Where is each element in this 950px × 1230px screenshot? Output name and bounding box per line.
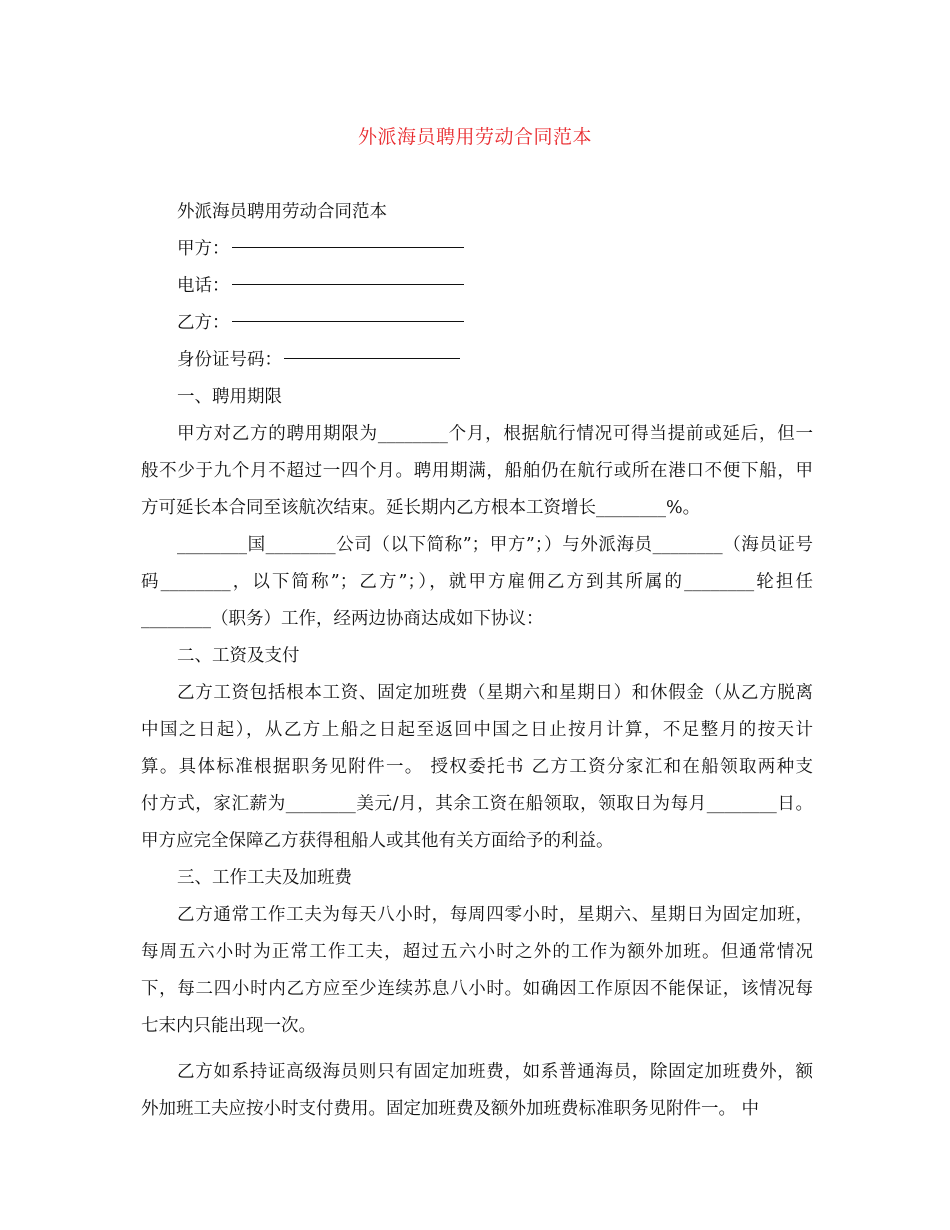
paragraph-line: 外加班工夫应按小时支付费用。固定加班费及额外加班费标准职务见附件一。 中 xyxy=(141,1099,760,1119)
party-b-label: 乙方： xyxy=(177,313,230,333)
paragraph-line: 每周五六小时为正常工作工夫，超过五六小时之外的工作为额外加班。但通常情况 xyxy=(141,942,813,962)
paragraph-line: 七末内只能出现一次。 xyxy=(141,1016,316,1036)
party-a-blank xyxy=(232,246,464,248)
id-number-field xyxy=(141,342,813,379)
paragraph-line: 乙方如系持证高级海员则只有固定加班费，如系普通海员，除固定加班费外，额 xyxy=(177,1062,813,1082)
party-b-blank xyxy=(232,320,464,322)
paragraph-line: 甲方应完全保障乙方获得租船人或其他有关方面给予的利益。 xyxy=(141,831,614,851)
section3-paragraph-2 xyxy=(141,1054,813,1128)
section2-paragraph-1 xyxy=(141,675,813,860)
paragraph-line: 付方式，家汇薪为________美元/月，其余工资在船领取，领取日为每月________日。 xyxy=(141,794,813,814)
section-heading-2: 二、工资及支付 xyxy=(177,646,300,666)
paragraph-line: 中国之日起），从乙方上船之日起至返回中国之日止按月计算，不足整月的按天计 xyxy=(141,720,813,740)
section1-paragraph-1 xyxy=(141,416,813,527)
paragraph-line: 乙方通常工作工夫为每天八小时，每周四零小时，星期六、星期日为固定加班， xyxy=(177,905,813,925)
page-title: 外派海员聘用劳动合同范本 xyxy=(357,126,592,148)
paragraph-line: 般不少于九个月不超过一四个月。聘用期满，船舶仍在航行或所在港口不便下船，甲 xyxy=(141,461,813,481)
paragraph-line: 乙方工资包括根本工资、固定加班费（星期六和星期日）和休假金（从乙方脱离 xyxy=(177,683,813,703)
section-heading-3: 三、工作工夫及加班费 xyxy=(177,868,352,888)
document-subtitle: 外派海员聘用劳动合同范本 xyxy=(177,202,387,222)
document-body xyxy=(141,194,813,1128)
section-heading-1: 一、聘用期限 xyxy=(177,387,282,407)
section3-paragraph-1 xyxy=(141,897,813,1045)
paragraph-line: 方可延长本合同至该航次结束。延长期内乙方根本工资增长________%。 xyxy=(141,498,701,518)
party-a-field xyxy=(141,231,813,268)
phone-label: 电话： xyxy=(177,276,230,296)
phone-field xyxy=(141,268,813,305)
id-number-blank xyxy=(284,357,460,359)
paragraph-line: 下，每二四小时内乙方应至少连续苏息八小时。如确因工作原因不能保证，该情况每 xyxy=(141,979,813,999)
phone-blank xyxy=(232,283,464,285)
party-b-field xyxy=(141,305,813,342)
paragraph-line: 码________，以下简称”；乙方”；），就甲方雇佣乙方到其所属的________轮担任 xyxy=(141,572,813,592)
paragraph-line: 甲方对乙方的聘用期限为________个月，根据航行情况可得当提前或延后，但一 xyxy=(177,424,813,444)
paragraph-line: ________国________公司（以下简称”；甲方”；）与外派海员________（海员证号 xyxy=(177,535,813,555)
section1-paragraph-2 xyxy=(141,527,813,638)
paragraph-line: 算。具体标准根据职务见附件一。 授权委托书 乙方工资分家汇和在船领取两种支 xyxy=(141,757,813,777)
id-number-label: 身份证号码： xyxy=(177,350,282,370)
party-a-label: 甲方： xyxy=(177,239,230,259)
paragraph-line: ________（职务）工作，经两边协商达成如下协议： xyxy=(141,609,544,629)
